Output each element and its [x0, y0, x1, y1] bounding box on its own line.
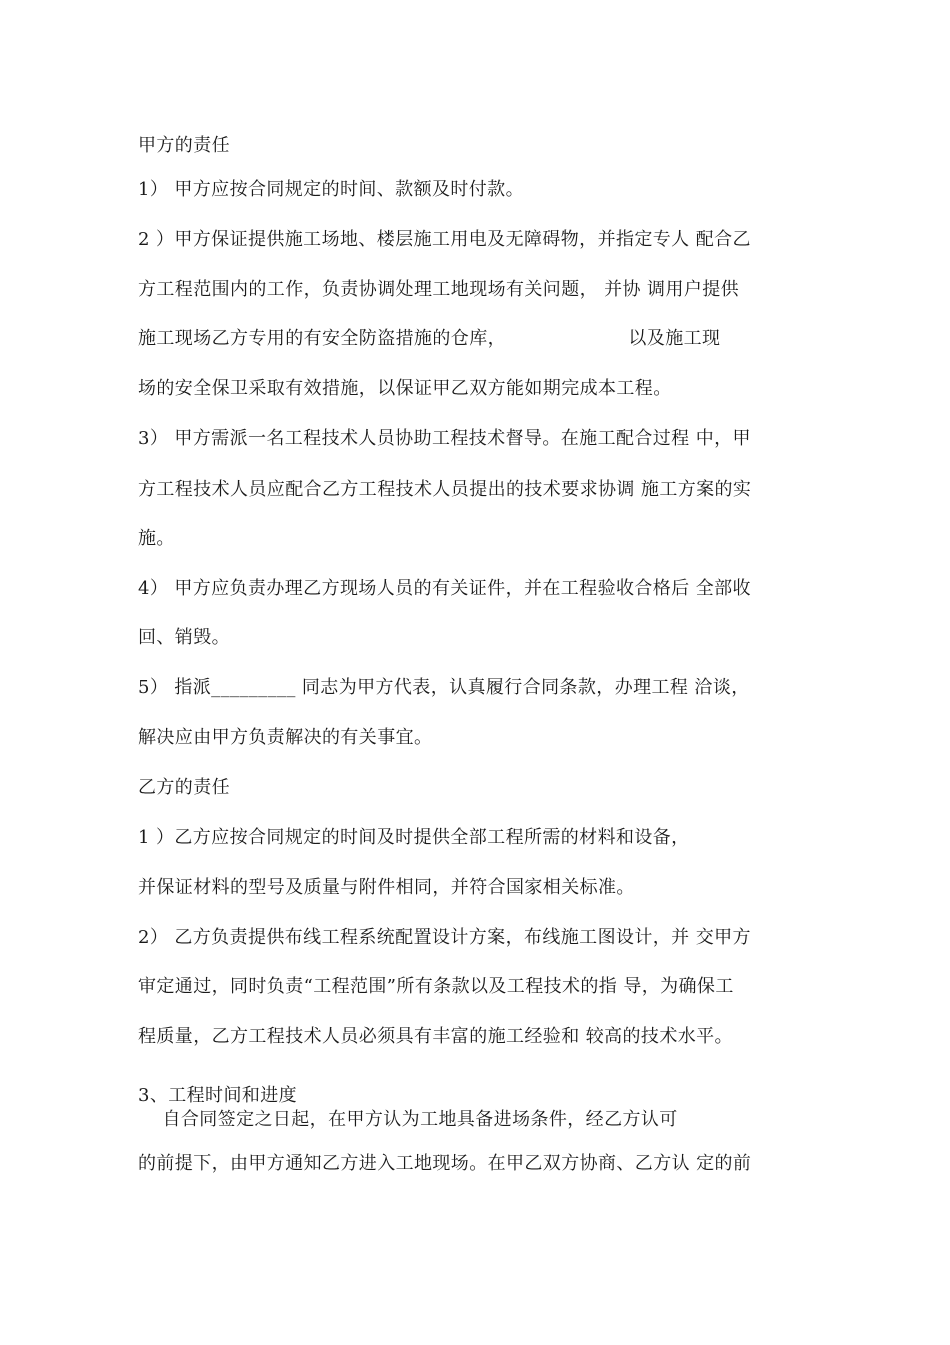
party-a-heading: 甲方的责任: [138, 135, 230, 156]
party-a-line-3: 方工程范围内的工作，负责协调处理工地现场有关问题， 并协 调用户提供: [138, 279, 740, 300]
party-a-line-7: 方工程技术人员应配合乙方工程技术人员提出的技术要求协调 施工方案的实: [138, 479, 752, 500]
party-a-line-4: 施工现场乙方专用的有安全防盗措施的仓库， 以及施工现: [138, 328, 721, 349]
party-b-heading: 乙方的责任: [138, 777, 230, 798]
party-a-line-2: 2 ）甲方保证提供施工场地、楼层施工用电及无障碍物，并指定专人 配合乙: [138, 229, 751, 250]
party-a-line-11: 5） 指派_________ 同志为甲方代表，认真履行合同条款，办理工程 洽谈，: [138, 677, 750, 698]
section3-heading: 3、工程时间和进度: [138, 1085, 298, 1106]
party-a-line-5: 场的安全保卫采取有效措施，以保证甲乙双方能如期完成本工程。: [138, 378, 672, 399]
party-a-line-8: 施。: [138, 528, 175, 549]
party-b-line-2: 并保证材料的型号及质量与附件相同，并符合国家相关标准。: [138, 877, 635, 898]
party-b-line-1: 1 ）乙方应按合同规定的时间及时提供全部工程所需的材料和设备，: [138, 827, 690, 848]
party-a-line-6: 3） 甲方需派一名工程技术人员协助工程技术督导。在施工配合过程 中，甲: [138, 428, 751, 449]
party-a-line-12: 解决应由甲方负责解决的有关事宜。: [138, 727, 433, 748]
party-b-line-4: 审定通过，同时负责“工程范围”所有条款以及工程技术的指 导，为确保工: [138, 976, 734, 997]
party-b-line-5: 程质量，乙方工程技术人员必须具有丰富的施工经验和 较高的技术水平。: [138, 1026, 733, 1047]
party-b-line-3: 2） 乙方负责提供布线工程系统配置设计方案，布线施工图设计，并 交甲方: [138, 927, 751, 948]
party-a-line-9: 4） 甲方应负责办理乙方现场人员的有关证件，并在工程验收合格后 全部收: [138, 578, 751, 599]
party-a-line-1: 1） 甲方应按合同规定的时间、款额及时付款。: [138, 179, 524, 200]
section3-line-2: 的前提下，由甲方通知乙方进入工地现场。在甲乙双方协商、乙方认 定的前: [138, 1153, 752, 1174]
party-a-line-10: 回、销毁。: [138, 627, 230, 648]
section3-line-1: 自合同签定之日起，在甲方认为工地具备进场条件，经乙方认可: [138, 1109, 678, 1130]
